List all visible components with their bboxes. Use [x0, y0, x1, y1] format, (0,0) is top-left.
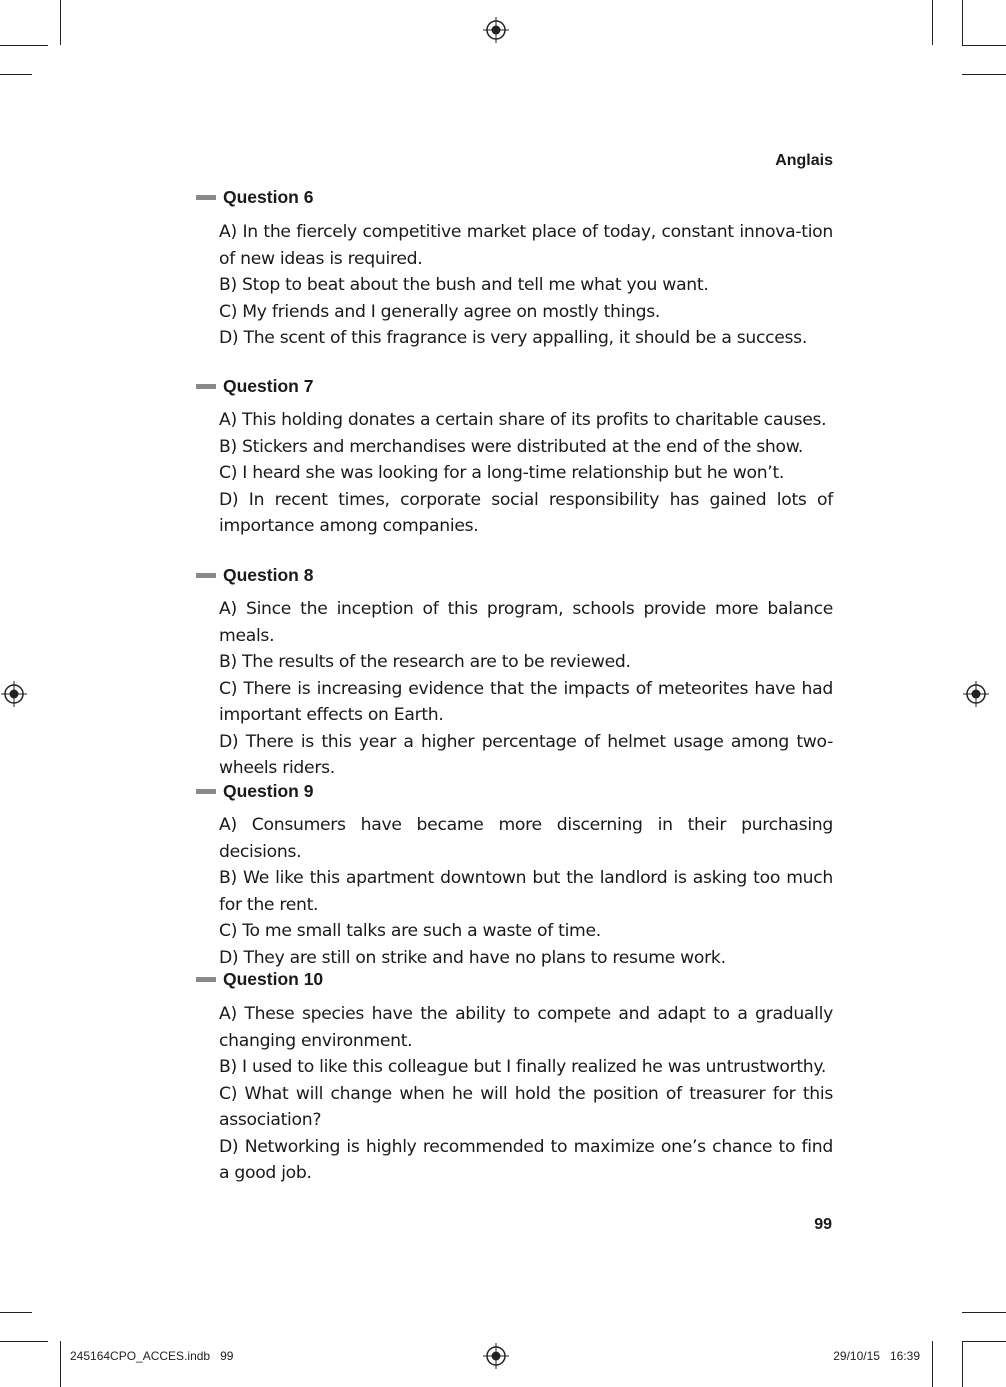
- crop-mark: [962, 74, 1006, 75]
- heading-bar-icon: [196, 573, 216, 578]
- registration-mark-icon: [483, 17, 509, 43]
- crop-mark: [0, 1341, 48, 1342]
- crop-mark: [60, 1341, 61, 1387]
- footer-timestamp: 29/10/15 16:39: [833, 1349, 920, 1363]
- crop-mark: [0, 45, 48, 46]
- answer-option: C) What will change when he will hold the position of treasurer for this association?: [219, 1083, 833, 1130]
- answer-option: A) Since the inception of this program, schools provide more balance meals.: [219, 599, 833, 646]
- heading-bar-icon: [196, 977, 216, 982]
- crop-mark: [962, 0, 963, 45]
- answer-list: [219, 596, 833, 782]
- registration-mark-icon: [483, 1343, 509, 1369]
- answer-option: A) Consumers have became more discerning in their purchasing decisions.: [219, 815, 833, 862]
- page-number: 99: [814, 1216, 832, 1233]
- question-heading: [196, 565, 313, 586]
- crop-mark: [962, 1312, 1006, 1313]
- answer-option: C) My friends and I generally agree on mostly things.: [219, 301, 661, 322]
- crop-mark: [962, 1341, 1006, 1342]
- answer-list: [219, 407, 833, 540]
- question-title: Question 10: [223, 969, 324, 989]
- running-header: Anglais: [775, 152, 833, 169]
- question-heading: [196, 781, 313, 802]
- crop-mark: [962, 1341, 963, 1387]
- answer-option: C) I heard she was looking for a long-time relationship but he won’t.: [219, 463, 785, 483]
- heading-bar-icon: [196, 195, 216, 200]
- answer-option: C) To me small talks are such a waste of time.: [219, 921, 601, 941]
- heading-bar-icon: [196, 789, 216, 794]
- answer-option: A) This holding donates a certain share of its profits to charitable causes.: [219, 410, 827, 430]
- answer-list: [219, 219, 833, 352]
- heading-bar-icon: [196, 384, 216, 389]
- answer-option: C) There is increasing evidence that the impacts of meteorites have had important effects on Earth.: [219, 678, 833, 725]
- crop-mark: [932, 1341, 933, 1387]
- question-heading: [196, 187, 313, 208]
- crop-mark: [962, 45, 1006, 46]
- question-title: Question 7: [223, 376, 314, 396]
- question-title: Question 8: [223, 565, 314, 585]
- crop-mark: [60, 0, 61, 45]
- footer-file-info: 245164CPO_ACCES.indb 99: [70, 1349, 234, 1363]
- answer-option: D) In recent times, corporate social responsibility has gained lots of importance among companies.: [219, 489, 833, 536]
- answer-option: B) The results of the research are to be reviewed.: [219, 652, 631, 672]
- registration-mark-icon: [1, 681, 27, 707]
- answer-list: [219, 1001, 833, 1187]
- question-heading: [196, 376, 313, 397]
- answer-list: [219, 812, 833, 971]
- answer-option: A) In the fiercely competitive market place of today, constant innova-tion of new ideas is required.: [219, 222, 833, 269]
- crop-mark: [0, 1312, 32, 1313]
- answer-option: B) I used to like this colleague but I finally realized he was untrustworthy.: [219, 1057, 826, 1077]
- answer-option: D) There is this year a higher percentage of helmet usage among two-wheels riders.: [219, 731, 833, 778]
- question-title: Question 6: [223, 187, 314, 207]
- crop-mark: [932, 0, 933, 45]
- registration-mark-icon: [963, 681, 989, 707]
- answer-option: A) These species have the ability to compete and adapt to a gradually changing environment.: [219, 1004, 833, 1051]
- answer-option: D) They are still on strike and have no plans to resume work.: [219, 947, 726, 968]
- answer-option: D) The scent of this fragrance is very appalling, it should be a success.: [219, 328, 808, 348]
- answer-option: D) Networking is highly recommended to maximize one’s chance to find a good job.: [219, 1136, 833, 1183]
- answer-option: B) Stop to beat about the bush and tell me what you want.: [219, 275, 709, 295]
- answer-option: B) Stickers and merchandises were distributed at the end of the show.: [219, 436, 804, 457]
- question-heading: [196, 969, 323, 990]
- answer-option: B) We like this apartment downtown but the landlord is asking too much for the rent.: [219, 868, 833, 915]
- crop-mark: [0, 74, 32, 75]
- question-title: Question 9: [223, 781, 314, 801]
